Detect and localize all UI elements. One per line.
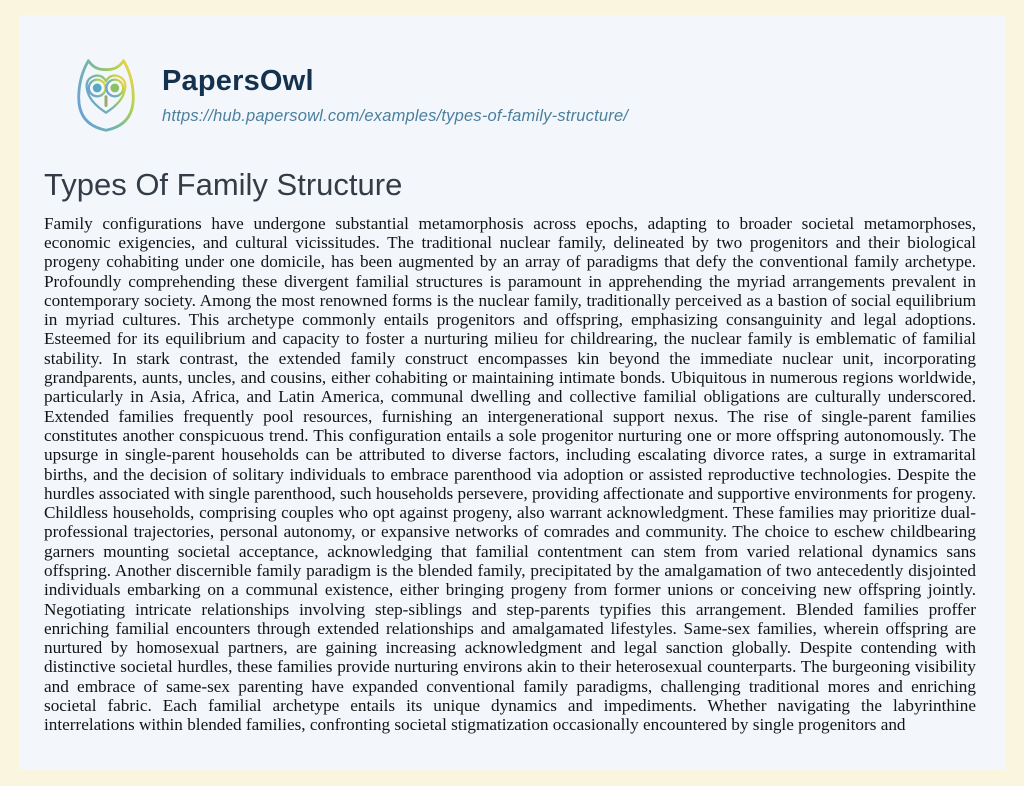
brand-title: PapersOwl [162,65,314,98]
page-url-link[interactable]: https://hub.papersowl.com/examples/types-of-family-structure/ [162,106,629,125]
owl-logo-icon [62,47,150,143]
site-header [62,47,977,143]
document-panel [19,15,1005,770]
page-title: Types Of Family Structure [44,167,403,202]
brand-block [162,64,628,126]
essay-body-text: Family configurations have undergone substantial metamorphosis across epochs, adapting to broader societal metamorphoses, economic exigencies, and cultural vicissitudes. The traditional nuclear family, delineated by two progenitors and their biological progeny cohabiting under one domicile, has been augmented by an array of paradigms that defy the conventional family archetype. Profoundly comprehending these divergent familial structures is paramount in apprehending the myriad arrangements prevalent in contemporary society. Among the most renowned forms is the nuclear family, traditionally perceived as a bastion of social equilibrium in myriad cultures. This archetype commonly entails progenitors and offspring, emphasizing consanguinity and legal adoptions. Esteemed for its equilibrium and capacity to foster a nurturing milieu for childrearing, the nuclear family is emblematic of familial stability. In stark contrast, the extended family construct encompasses kin beyond the immediate nuclear unit, incorporating grandparents, aunts, uncles, and cousins, either cohabiting or maintaining intimate bonds. Ubiquitous in numerous regions worldwide, particularly in Asia, Africa, and Latin America, communal dwelling and collective familial obligations are culturally underscored. Extended families frequently pool resources, furnishing an intergenerational support nexus. The rise of single-parent families constitutes another conspicuous trend. This configuration entails a sole progenitor nurturing one or more offspring autonomously. The upsurge in single-parent households can be attributed to diverse factors, including escalating divorce rates, a surge in extramarital births, and the decision of solitary individuals to embrace parenthood via adoption or assisted reproductive technologies. Despite the hurdles associated with single parenthood, such households persevere, providing affectionate and supportive environments for progeny. Childless households, comprising couples who opt against progeny, also warrant acknowledgment. These families may prioritize dual-professional trajectories, personal autonomy, or expansive networks of comrades and community. The choice to eschew childbearing garners mounting societal acceptance, acknowledging that familial contentment can stem from varied relational dynamics sans offspring. Another discernible family paradigm is the blended family, precipitated by the amalgamation of two antecedently disjointed individuals embarking on a communal existence, either bringing progeny from former unions or conceiving new offspring jointly. Negotiating intricate relationships involving step-siblings and step-parents typifies this arrangement. Blended families proffer enriching familial encounters through extended relationships and amalgamated lifestyles. Same-sex families, wherein offspring are nurtured by homosexual partners, are gaining increasing acknowledgment and legal sanction globally. Despite contending with distinctive societal hurdles, these families provide nurturing environs akin to their heterosexual counterparts. The burgeoning visibility and embrace of same-sex parenting have expanded conventional family paradigms, challenging traditional mores and enriching societal fabric. Each familial archetype entails its unique dynamics and impediments. Whether navigating the labyrinthine interrelations within blended families, confronting societal stigmatization occasionally encountered by single progenitors and [44,213,976,735]
